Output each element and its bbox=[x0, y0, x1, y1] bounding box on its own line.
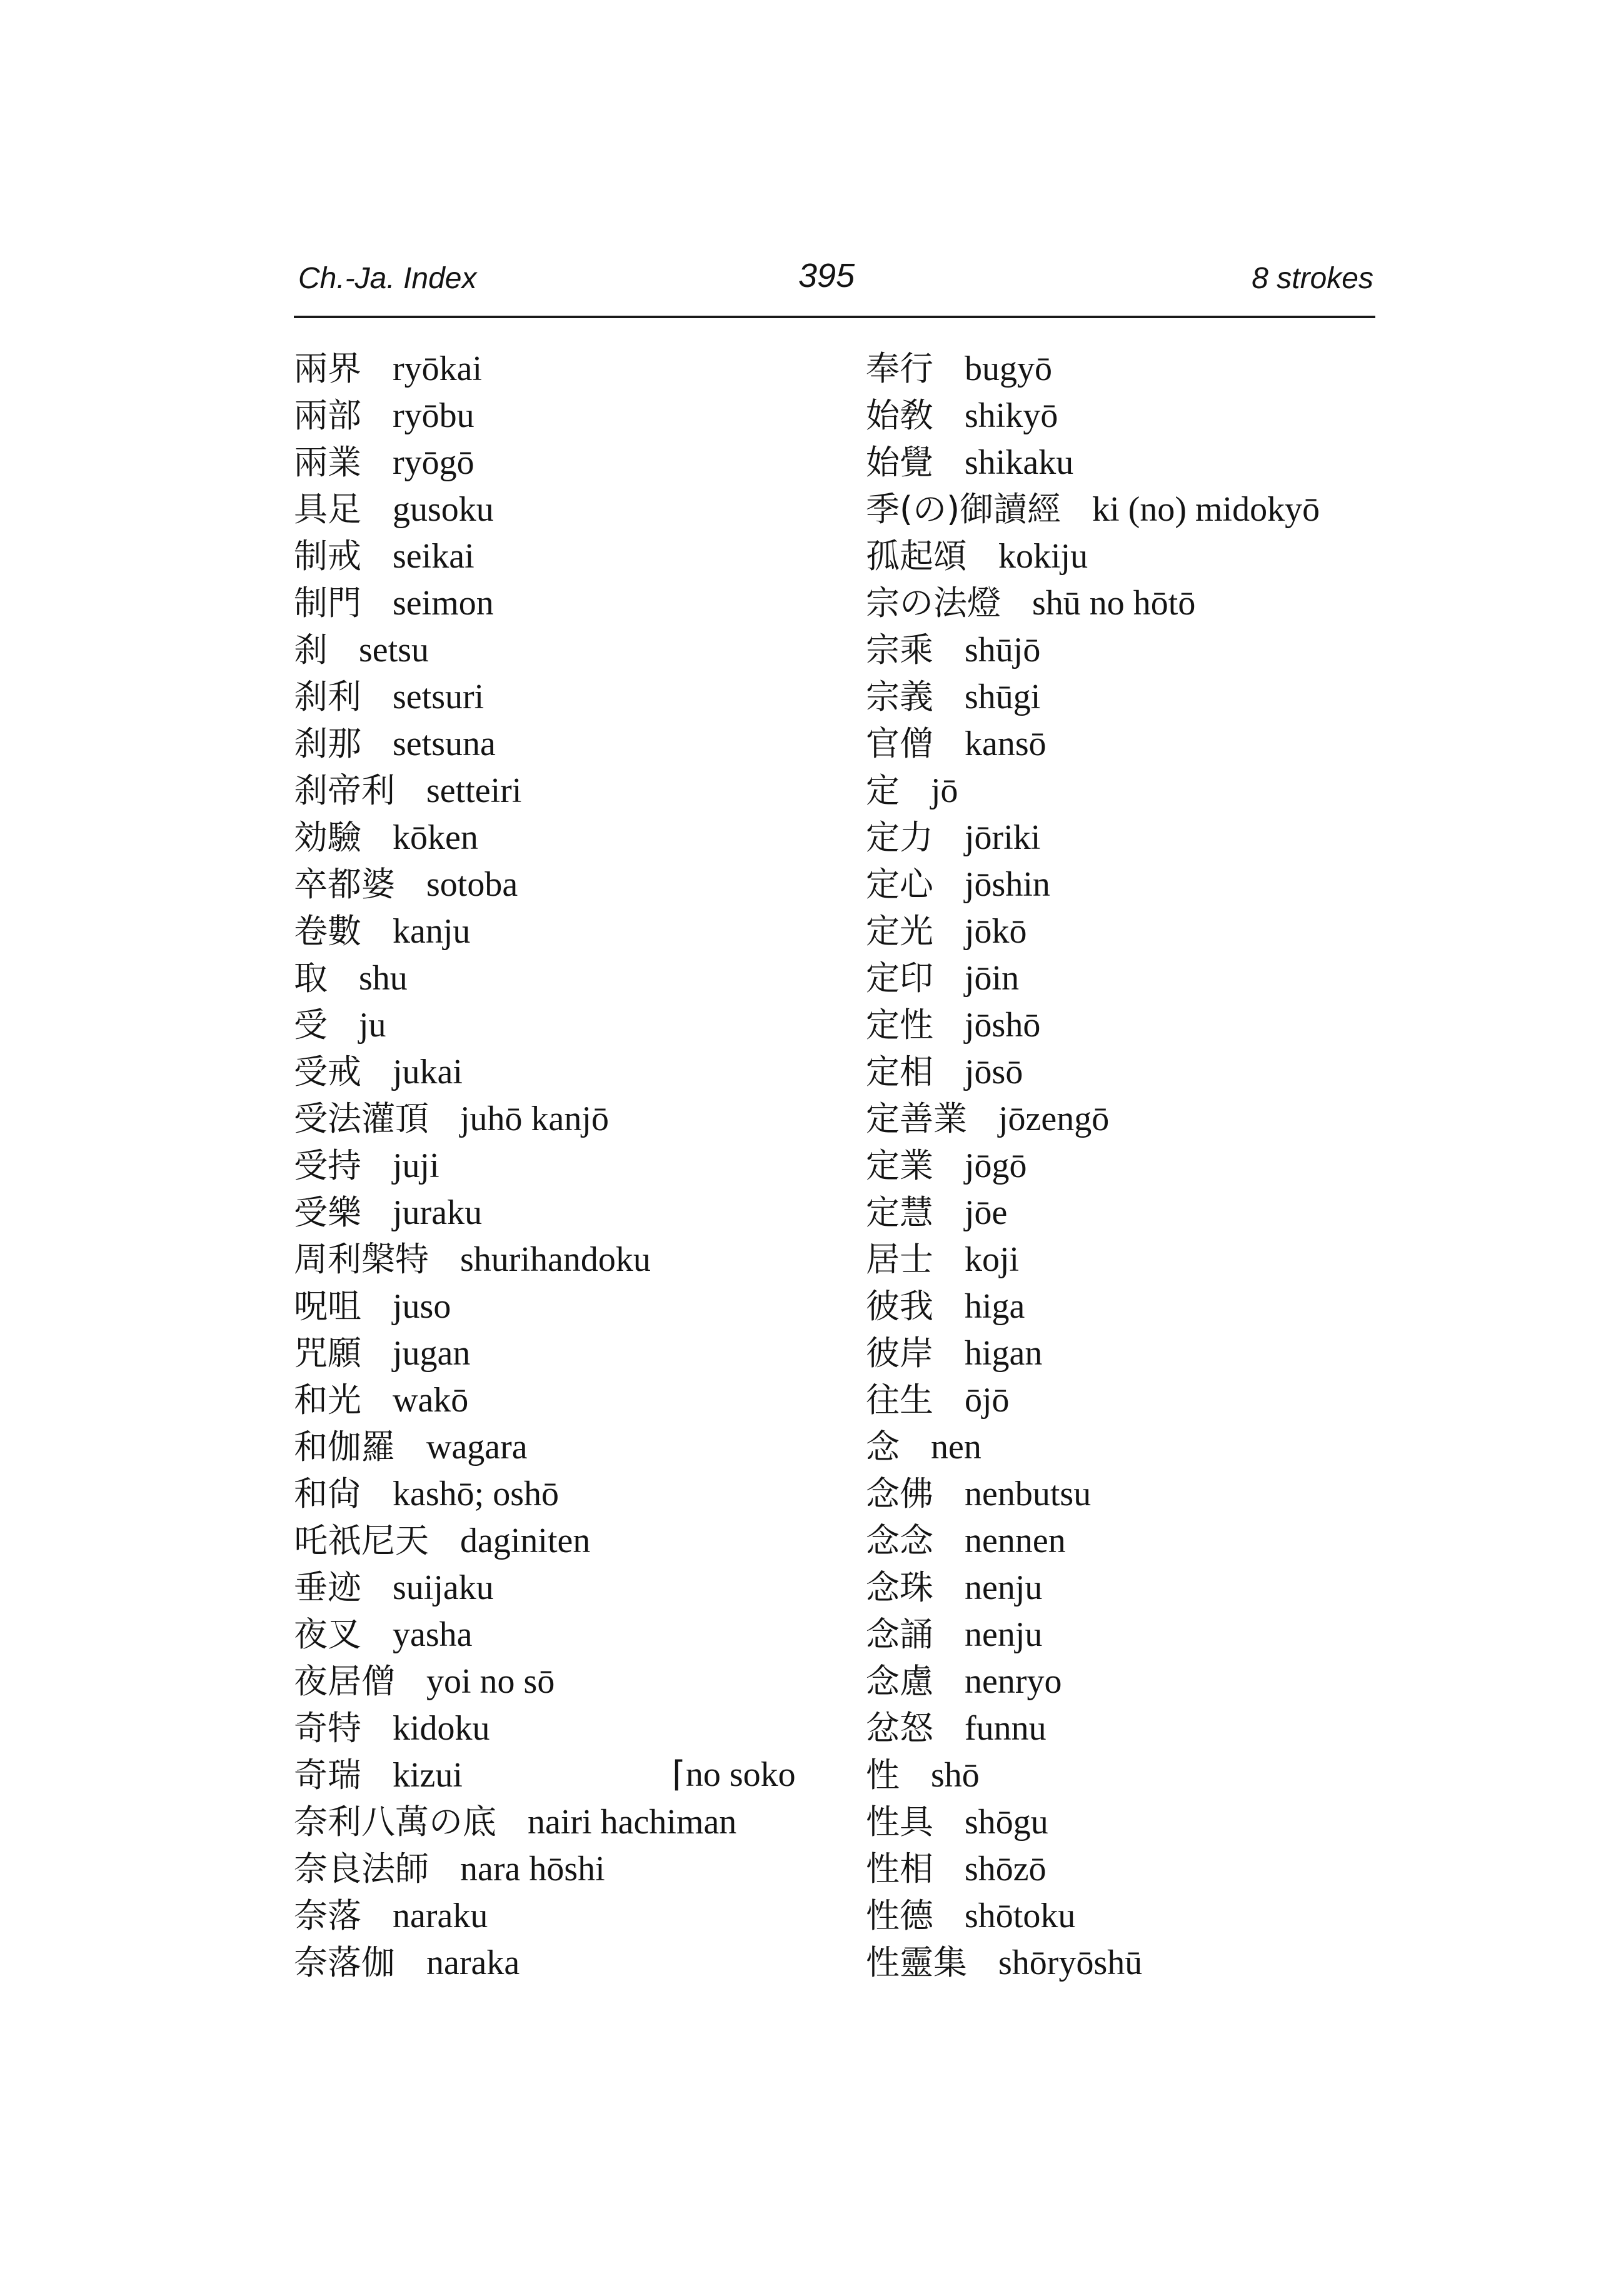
index-entry bbox=[294, 439, 856, 486]
header-section-title: Ch.-Ja. Index bbox=[298, 262, 477, 295]
entry-reading: shūgi bbox=[965, 678, 1041, 716]
index-entry bbox=[866, 1517, 1391, 1564]
entry-reading: shōtoku bbox=[965, 1897, 1076, 1935]
index-entry bbox=[294, 1752, 856, 1798]
entry-term: 制戒 bbox=[294, 536, 361, 576]
entry-reading: jukai bbox=[393, 1053, 463, 1091]
entry-term: 奈良法師 bbox=[294, 1849, 429, 1888]
right-index-column bbox=[866, 345, 1391, 1986]
index-entry bbox=[294, 1423, 856, 1470]
header-stroke-count: 8 strokes bbox=[1252, 262, 1373, 295]
index-entry bbox=[866, 1236, 1391, 1283]
index-entry bbox=[294, 720, 856, 767]
index-entry bbox=[294, 1658, 856, 1705]
entry-term: 周利槃特 bbox=[294, 1240, 429, 1279]
entry-term: 奈利八萬の底 bbox=[294, 1802, 496, 1842]
entry-term: 彼我 bbox=[866, 1286, 933, 1326]
entry-reading: shōgu bbox=[965, 1803, 1048, 1842]
index-entry bbox=[866, 1845, 1391, 1892]
entry-reading: naraka bbox=[426, 1943, 520, 1982]
entry-reading: nara hōshi bbox=[460, 1850, 605, 1888]
index-entry bbox=[294, 1330, 856, 1376]
index-entry bbox=[294, 1142, 856, 1189]
entry-reading: juraku bbox=[393, 1193, 483, 1232]
entry-term: 念念 bbox=[866, 1521, 933, 1560]
page-header bbox=[298, 257, 1373, 299]
entry-term: 受樂 bbox=[294, 1193, 361, 1232]
continuation-note: ⌈no soko bbox=[672, 1755, 796, 1794]
index-entry bbox=[866, 673, 1391, 720]
index-entry bbox=[866, 1283, 1391, 1330]
index-entry bbox=[866, 767, 1391, 814]
entry-term: 往生 bbox=[866, 1380, 933, 1420]
index-entry bbox=[294, 1939, 856, 1986]
entry-term: 受法灌頂 bbox=[294, 1099, 429, 1138]
entry-term: 夜居僧 bbox=[294, 1662, 395, 1701]
entry-reading: shikaku bbox=[965, 443, 1074, 482]
index-entry bbox=[866, 439, 1391, 486]
index-entry bbox=[866, 533, 1391, 579]
entry-reading: jōgō bbox=[965, 1146, 1027, 1185]
index-entry bbox=[294, 1189, 856, 1236]
entry-term: 刹利 bbox=[294, 677, 361, 716]
entry-term: 和光 bbox=[294, 1380, 361, 1420]
entry-term: 咒願 bbox=[294, 1333, 361, 1373]
index-entry bbox=[294, 1236, 856, 1283]
entry-reading: setsu bbox=[359, 631, 429, 669]
entry-reading: shūjō bbox=[965, 631, 1041, 669]
entry-reading: kansō bbox=[965, 724, 1046, 763]
index-entry bbox=[294, 955, 856, 1001]
entry-term: 効驗 bbox=[294, 818, 361, 857]
entry-reading: shikyō bbox=[965, 396, 1058, 435]
entry-term: 卒都婆 bbox=[294, 865, 395, 904]
entry-reading: ryōbu bbox=[393, 396, 474, 435]
entry-reading: ōjō bbox=[965, 1381, 1010, 1420]
index-entry bbox=[866, 579, 1391, 626]
entry-term: 奉行 bbox=[866, 349, 933, 388]
entry-term: 念 bbox=[866, 1427, 900, 1466]
index-entry bbox=[294, 1470, 856, 1517]
entry-reading: kidoku bbox=[393, 1709, 490, 1748]
index-entry bbox=[866, 1142, 1391, 1189]
entry-term: 念佛 bbox=[866, 1474, 933, 1513]
entry-reading: gusoku bbox=[393, 490, 494, 529]
index-entry bbox=[866, 392, 1391, 439]
entry-term: 宗の法燈 bbox=[866, 583, 1001, 623]
index-entry bbox=[866, 1423, 1391, 1470]
index-entry bbox=[866, 1939, 1391, 1986]
entry-reading: jōe bbox=[965, 1193, 1008, 1232]
entry-term: 兩部 bbox=[294, 396, 361, 435]
index-entry bbox=[294, 486, 856, 533]
entry-reading: yasha bbox=[393, 1615, 473, 1654]
entry-reading: shō bbox=[931, 1756, 980, 1795]
entry-reading: setsuna bbox=[393, 724, 496, 763]
index-entry bbox=[866, 1470, 1391, 1517]
entry-reading: juhō kanjō bbox=[460, 1100, 609, 1138]
entry-reading: nenju bbox=[965, 1568, 1043, 1607]
entry-term: 卷數 bbox=[294, 911, 361, 951]
entry-reading: jōkō bbox=[965, 912, 1027, 951]
entry-term: 受持 bbox=[294, 1146, 361, 1185]
entry-term: 彼岸 bbox=[866, 1333, 933, 1373]
entry-term: 性德 bbox=[866, 1896, 933, 1935]
index-entry bbox=[866, 1892, 1391, 1939]
index-entry bbox=[866, 1564, 1391, 1611]
entry-reading: setsuri bbox=[393, 678, 484, 716]
entry-reading: nenbutsu bbox=[965, 1475, 1092, 1513]
entry-term: 念珠 bbox=[866, 1568, 933, 1607]
entry-term: 制門 bbox=[294, 583, 361, 623]
entry-reading: funnu bbox=[965, 1709, 1046, 1748]
entry-reading: shū no hōtō bbox=[1032, 584, 1196, 623]
index-entry bbox=[294, 392, 856, 439]
entry-reading: shu bbox=[359, 959, 408, 998]
index-entry bbox=[866, 626, 1391, 673]
index-entry bbox=[294, 1517, 856, 1564]
header-rule bbox=[294, 316, 1375, 318]
entry-reading: jōshō bbox=[965, 1006, 1041, 1045]
entry-term: 宗義 bbox=[866, 677, 933, 716]
index-entry bbox=[294, 1845, 856, 1892]
entry-term: 定心 bbox=[866, 865, 933, 904]
entry-term: 奈落伽 bbox=[294, 1943, 395, 1982]
entry-reading: setteiri bbox=[426, 771, 522, 810]
entry-term: 定印 bbox=[866, 958, 933, 998]
entry-reading: kashō; oshō bbox=[393, 1475, 559, 1513]
index-entry bbox=[294, 1001, 856, 1048]
entry-reading: wakō bbox=[393, 1381, 469, 1420]
entry-term: 刹 bbox=[294, 630, 328, 669]
entry-reading: sotoba bbox=[426, 865, 518, 904]
entry-term: 受戒 bbox=[294, 1052, 361, 1091]
entry-term: 奇特 bbox=[294, 1708, 361, 1748]
index-entry bbox=[866, 861, 1391, 908]
entry-term: 季(の)御讀經 bbox=[866, 489, 1061, 529]
entry-reading: ryōgō bbox=[393, 443, 474, 482]
entry-term: 始敎 bbox=[866, 396, 933, 435]
entry-reading: nenju bbox=[965, 1615, 1043, 1654]
entry-reading: jōriki bbox=[965, 818, 1041, 857]
entry-reading: jugan bbox=[393, 1334, 471, 1373]
index-entry bbox=[866, 1611, 1391, 1658]
index-entry bbox=[866, 1752, 1391, 1798]
index-entry bbox=[294, 579, 856, 626]
entry-term: 念慮 bbox=[866, 1662, 933, 1701]
index-entry bbox=[294, 673, 856, 720]
index-entry bbox=[294, 1376, 856, 1423]
index-entry bbox=[294, 1705, 856, 1752]
entry-term: 性 bbox=[866, 1755, 900, 1795]
entry-term: 吒祇尼天 bbox=[294, 1521, 429, 1560]
left-index-column bbox=[294, 345, 856, 1986]
entry-term: 刹那 bbox=[294, 724, 361, 763]
index-entry bbox=[294, 1283, 856, 1330]
entry-reading: juso bbox=[393, 1287, 451, 1326]
entry-reading: jōzengō bbox=[998, 1100, 1110, 1138]
entry-reading: shōzō bbox=[965, 1850, 1046, 1888]
entry-reading: ryōkai bbox=[393, 349, 483, 388]
entry-term: 居士 bbox=[866, 1240, 933, 1279]
index-entry bbox=[866, 955, 1391, 1001]
entry-term: 官僧 bbox=[866, 724, 933, 763]
entry-term: 夜叉 bbox=[294, 1615, 361, 1654]
entry-term: 兩業 bbox=[294, 443, 361, 482]
entry-term: 定性 bbox=[866, 1005, 933, 1045]
entry-term: 兩界 bbox=[294, 349, 361, 388]
index-entry bbox=[294, 767, 856, 814]
entry-term: 刹帝利 bbox=[294, 771, 395, 810]
entry-reading: wagara bbox=[426, 1428, 528, 1466]
entry-term: 奈落 bbox=[294, 1896, 361, 1935]
entry-term: 定力 bbox=[866, 818, 933, 857]
entry-reading: ki (no) midokyō bbox=[1092, 490, 1320, 529]
index-entry bbox=[294, 814, 856, 861]
index-entry bbox=[866, 1705, 1391, 1752]
index-entry bbox=[866, 1189, 1391, 1236]
entry-term: 垂迹 bbox=[294, 1568, 361, 1607]
entry-reading: higan bbox=[965, 1334, 1043, 1373]
entry-reading: nennen bbox=[965, 1521, 1066, 1560]
entry-term: 奇瑞 bbox=[294, 1755, 361, 1795]
index-entry bbox=[294, 1564, 856, 1611]
entry-reading: nen bbox=[931, 1428, 981, 1466]
entry-term: 性靈集 bbox=[866, 1943, 967, 1982]
index-entry bbox=[294, 1892, 856, 1939]
entry-reading: seikai bbox=[393, 537, 474, 576]
index-entry bbox=[294, 1798, 856, 1845]
entry-reading: suijaku bbox=[393, 1568, 494, 1607]
entry-term: 定業 bbox=[866, 1146, 933, 1185]
index-entry bbox=[294, 1611, 856, 1658]
entry-reading: nairi hachiman bbox=[528, 1803, 737, 1842]
entry-reading: shurihandoku bbox=[460, 1240, 651, 1279]
entry-reading: nenryo bbox=[965, 1662, 1062, 1701]
entry-reading: jōin bbox=[965, 959, 1020, 998]
entry-term: 宗乘 bbox=[866, 630, 933, 669]
entry-reading: bugyō bbox=[965, 349, 1052, 388]
entry-reading: koji bbox=[965, 1240, 1020, 1279]
index-entry bbox=[294, 1048, 856, 1095]
entry-reading: jōshin bbox=[965, 865, 1050, 904]
entry-reading: ju bbox=[359, 1006, 386, 1045]
entry-term: 和伽羅 bbox=[294, 1427, 395, 1466]
index-entry bbox=[294, 626, 856, 673]
index-entry bbox=[866, 486, 1391, 533]
entry-reading: juji bbox=[393, 1146, 439, 1185]
entry-term: 忿怒 bbox=[866, 1708, 933, 1748]
entry-term: 性相 bbox=[866, 1849, 933, 1888]
entry-term: 定相 bbox=[866, 1052, 933, 1091]
entry-reading: naraku bbox=[393, 1897, 488, 1935]
entry-reading: jōsō bbox=[965, 1053, 1023, 1091]
index-entry bbox=[866, 1658, 1391, 1705]
index-entry bbox=[866, 1798, 1391, 1845]
entry-reading: kokiju bbox=[998, 537, 1088, 576]
index-entry bbox=[294, 861, 856, 908]
entry-term: 孤起頌 bbox=[866, 536, 967, 576]
entry-term: 性具 bbox=[866, 1802, 933, 1842]
entry-term: 定慧 bbox=[866, 1193, 933, 1232]
entry-term: 定 bbox=[866, 771, 900, 810]
index-entry bbox=[294, 533, 856, 579]
index-entry bbox=[294, 908, 856, 955]
page-number: 395 bbox=[798, 257, 855, 294]
index-entry bbox=[866, 814, 1391, 861]
index-entry bbox=[866, 1095, 1391, 1142]
entry-term: 呪咀 bbox=[294, 1286, 361, 1326]
index-entry bbox=[866, 1330, 1391, 1376]
index-entry bbox=[866, 1376, 1391, 1423]
index-entry bbox=[294, 1095, 856, 1142]
index-entry bbox=[866, 908, 1391, 955]
index-entry bbox=[866, 720, 1391, 767]
entry-term: 具足 bbox=[294, 489, 361, 529]
entry-reading: kizui bbox=[393, 1756, 463, 1795]
entry-reading: seimon bbox=[393, 584, 494, 623]
entry-reading: kōken bbox=[393, 818, 478, 857]
entry-reading: jō bbox=[931, 771, 958, 810]
index-entry bbox=[866, 345, 1391, 392]
index-entry bbox=[294, 345, 856, 392]
entry-term: 取 bbox=[294, 958, 328, 998]
entry-term: 念誦 bbox=[866, 1615, 933, 1654]
entry-reading: yoi no sō bbox=[426, 1662, 555, 1701]
entry-term: 定光 bbox=[866, 911, 933, 951]
entry-reading: kanju bbox=[393, 912, 471, 951]
index-entry bbox=[866, 1048, 1391, 1095]
entry-reading: shōryōshū bbox=[998, 1943, 1143, 1982]
entry-reading: higa bbox=[965, 1287, 1025, 1326]
entry-term: 受 bbox=[294, 1005, 328, 1045]
index-entry bbox=[866, 1001, 1391, 1048]
entry-term: 定善業 bbox=[866, 1099, 967, 1138]
entry-term: 始覺 bbox=[866, 443, 933, 482]
entry-term: 和尙 bbox=[294, 1474, 361, 1513]
entry-reading: daginiten bbox=[460, 1521, 591, 1560]
